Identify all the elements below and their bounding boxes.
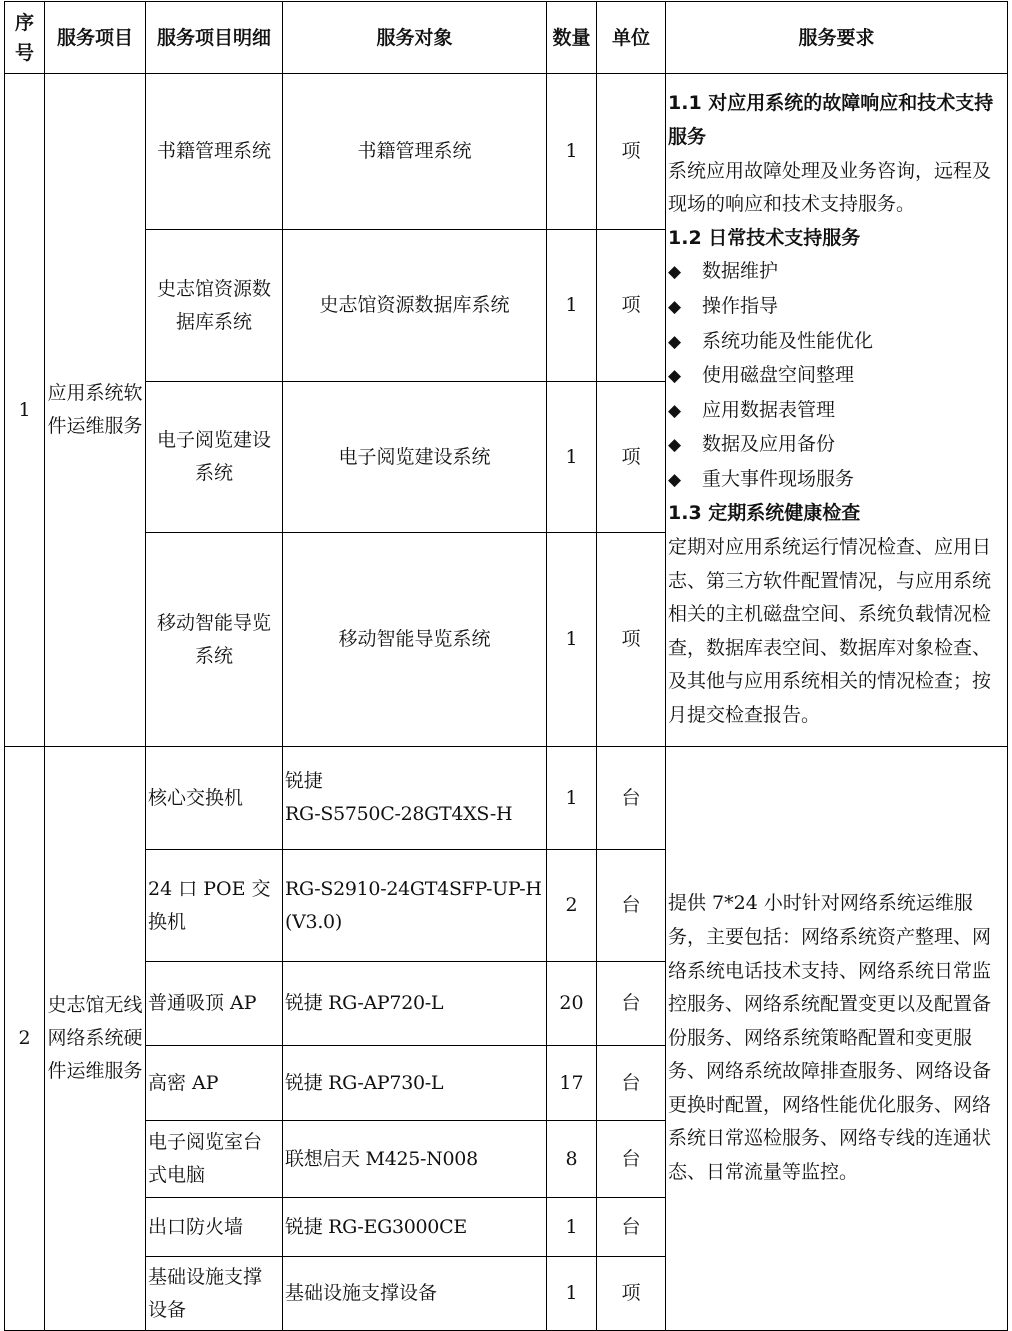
unit-cell: 台 (597, 962, 666, 1046)
requirements-cell (666, 74, 1008, 747)
detail-cell: 24 口 POE 交换机 (146, 850, 283, 962)
seq-cell: 2 (5, 747, 45, 1331)
detail-cell: 出口防火墙 (146, 1198, 283, 1257)
diamond-bullet-icon: ◆ (668, 262, 682, 283)
target-cell: 基础设施支撑设备 (283, 1257, 547, 1331)
detail-cell: 书籍管理系统 (146, 74, 283, 230)
unit-cell: 项 (597, 1257, 666, 1331)
qty-cell: 1 (547, 533, 597, 747)
detail-cell: 高密 AP (146, 1046, 283, 1121)
unit-cell: 台 (597, 1046, 666, 1121)
target-cell: 锐捷 RG-AP720-L (283, 962, 547, 1046)
header-detail: 服务项目明细 (146, 2, 283, 74)
bullet-item: ◆ 应用数据表管理 (668, 394, 1005, 429)
unit-cell: 台 (597, 1121, 666, 1198)
qty-cell: 20 (547, 962, 597, 1046)
target-cell: 移动智能导览系统 (283, 533, 547, 747)
target-cell: 史志馆资源数据库系统 (283, 230, 547, 382)
header-qty: 数量 (547, 2, 597, 74)
table-row (5, 74, 1008, 230)
bullet-item: ◆ 使用磁盘空间整理 (668, 359, 1005, 394)
diamond-bullet-icon: ◆ (668, 400, 682, 421)
target-cell: 联想启天 M425-N008 (283, 1121, 547, 1198)
table-row (5, 747, 1008, 850)
unit-cell: 项 (597, 382, 666, 533)
req-heading-3: 1.3 定期系统健康检查 (668, 502, 861, 525)
target-cell: 电子阅览建设系统 (283, 382, 547, 533)
req-heading-2: 1.2 日常技术支持服务 (668, 226, 861, 249)
detail-cell: 移动智能导览系统 (146, 533, 283, 747)
detail-cell: 电子阅览建设系统 (146, 382, 283, 533)
diamond-bullet-icon: ◆ (668, 435, 682, 456)
unit-cell: 项 (597, 230, 666, 382)
unit-cell: 台 (597, 850, 666, 962)
target-cell: 书籍管理系统 (283, 74, 547, 230)
qty-cell: 1 (547, 1257, 597, 1331)
bullet-item: ◆ 系统功能及性能优化 (668, 325, 1005, 360)
qty-cell: 1 (547, 230, 597, 382)
header-seq: 序号 (5, 2, 45, 74)
diamond-bullet-icon: ◆ (668, 296, 682, 317)
bullet-item: ◆ 数据及应用备份 (668, 428, 1005, 463)
unit-cell: 项 (597, 74, 666, 230)
req-paragraph-1: 系统应用故障处理及业务咨询，远程及现场的响应和技术支持服务。 (668, 159, 992, 216)
target-cell: 锐捷 RG-EG3000CE (283, 1198, 547, 1257)
unit-cell: 台 (597, 1198, 666, 1257)
detail-cell: 史志馆资源数据库系统 (146, 230, 283, 382)
diamond-bullet-icon: ◆ (668, 331, 682, 352)
target-cell: 锐捷 RG-AP730-L (283, 1046, 547, 1121)
header-unit: 单位 (597, 2, 666, 74)
target-line: 锐捷 (285, 770, 323, 792)
item-cell: 史志馆无线网络系统硬件运维服务 (45, 747, 146, 1331)
req-heading-1: 1.1 对应用系统的故障响应和技术支持服务 (668, 92, 994, 148)
qty-cell: 1 (547, 747, 597, 850)
target-cell (283, 747, 547, 850)
header-item: 服务项目 (45, 2, 146, 74)
service-table (4, 1, 1008, 1331)
header-row (5, 2, 1008, 74)
qty-cell: 1 (547, 1198, 597, 1257)
detail-cell: 核心交换机 (146, 747, 283, 850)
item-cell: 应用系统软件运维服务 (45, 74, 146, 747)
header-req: 服务要求 (666, 2, 1008, 74)
bullet-item: ◆ 操作指导 (668, 290, 1005, 325)
qty-cell: 2 (547, 850, 597, 962)
bullet-item: ◆ 数据维护 (668, 255, 1005, 290)
qty-cell: 8 (547, 1121, 597, 1198)
qty-cell: 17 (547, 1046, 597, 1121)
target-cell (283, 850, 547, 962)
target-line: RG-S5750C-28GT4XS-H (285, 803, 513, 825)
target-line: RG-S2910-24GT4SFP-UP-H (285, 877, 542, 900)
bullet-item: ◆ 重大事件现场服务 (668, 463, 1005, 498)
detail-cell: 电子阅览室台式电脑 (146, 1121, 283, 1198)
qty-cell: 1 (547, 74, 597, 230)
req-paragraph-3: 定期对应用系统运行情况检查、应用日志、第三方软件配置情况，与应用系统相关的主机磁盘空间、系统负载情况检查，数据库表空间、数据库对象检查、及其他与应用系统相关的情况检查；按月提交检查报告。 (668, 536, 992, 727)
requirements-cell: 提供 7*24 小时针对网络系统运维服务，主要包括：网络系统资产整理、网络系统电话技术支持、网络系统日常监控服务、网络系统配置变更以及配置备份服务、网络系统策略配置和变更服务、网络系统故障排查服务、网络设备更换时配置，网络性能优化服务、网络系统日常巡检服务、网络专线的连通状态、日常流量等监控。 (666, 747, 1008, 1331)
qty-cell: 1 (547, 382, 597, 533)
detail-cell: 普通吸顶 AP (146, 962, 283, 1046)
diamond-bullet-icon: ◆ (668, 469, 682, 490)
detail-cell: 基础设施支撑设备 (146, 1257, 283, 1331)
unit-cell: 台 (597, 747, 666, 850)
unit-cell: 项 (597, 533, 666, 747)
diamond-bullet-icon: ◆ (668, 366, 682, 387)
target-line: (V3.0) (285, 910, 342, 933)
header-target: 服务对象 (283, 2, 547, 74)
seq-cell: 1 (5, 74, 45, 747)
